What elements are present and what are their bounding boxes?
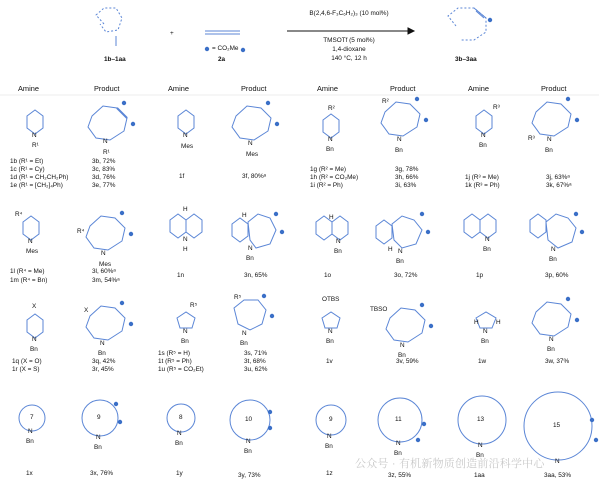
ring-size-9: 9 — [97, 414, 101, 421]
atom-bn: Bn — [326, 338, 334, 345]
amine-pyrrolidine-1v — [322, 312, 340, 328]
atom-n: N — [32, 132, 37, 139]
product-3k: 3k, 67%ᵃ — [546, 182, 572, 189]
atom-mes: Mes — [246, 151, 259, 158]
product-3t: 3t, 68% — [244, 358, 266, 365]
atom-r2: R² — [328, 105, 335, 112]
amine-1m: 1m (R⁴ = Bn) — [10, 277, 48, 284]
amine-1k: 1k (R³ = Ph) — [465, 182, 500, 189]
reagent-label: 1b–1aa — [104, 56, 126, 63]
amine-1v: 1v — [326, 358, 333, 365]
product-label: 3b–3aa — [455, 56, 477, 63]
atom-bn: Bn — [26, 438, 34, 445]
header-product-3: Product — [390, 84, 416, 93]
amine-decahydroquinoline-1n — [170, 214, 202, 238]
atom-n: N — [328, 328, 333, 335]
amine-piperidine-1l — [23, 216, 39, 240]
product-azocine-3l — [86, 216, 125, 250]
atom-n: N — [242, 330, 247, 337]
atom-tbso: TBSO — [370, 306, 388, 313]
condition-solvent: 1,4-dioxane — [332, 46, 366, 53]
amine-1g: 1g (R² = Me) — [310, 166, 347, 173]
amine-1r: 1r (X = S) — [12, 366, 40, 373]
atom-n: N — [103, 138, 108, 145]
atom-bn: Bn — [98, 350, 106, 357]
atom-mes: Mes — [99, 261, 112, 268]
atom-n: N — [481, 132, 486, 139]
product-3l: 3l, 60%ᵃ — [92, 268, 116, 275]
amine-piperidine-1b — [27, 110, 43, 134]
header-product-4: Product — [541, 84, 567, 93]
product-3p: 3p, 60% — [545, 272, 569, 279]
ring-size-8: 8 — [179, 414, 183, 421]
ring-size-13: 13 — [477, 416, 485, 423]
atom-x: X — [84, 307, 89, 314]
header-amine-3: Amine — [317, 84, 338, 93]
atom-bn: Bn — [395, 147, 403, 154]
product-3w: 3w, 37% — [545, 358, 570, 365]
amine-1c: 1c (R¹ = Cy) — [10, 166, 45, 173]
atom-r5: R⁵ — [234, 294, 242, 301]
atom-bn: Bn — [94, 444, 102, 451]
atom-n: N — [396, 440, 401, 447]
product-3s — [234, 300, 266, 330]
atom-r3: R³ — [528, 135, 535, 142]
product-3aa: 3aa, 53% — [544, 472, 572, 479]
amine-1y: 1y — [176, 470, 183, 477]
atom-n: N — [555, 458, 560, 465]
atom-h: H — [496, 319, 501, 326]
amine-1o: 1o — [324, 272, 332, 279]
atom-n: N — [100, 340, 105, 347]
product-3s: 3s, 71% — [244, 350, 268, 357]
atom-bn: Bn — [181, 338, 189, 345]
product-azocine-3b — [88, 106, 127, 140]
header-amine-2: Amine — [168, 84, 189, 93]
amine-tetrahydroisoquinoline-1p — [464, 214, 496, 238]
product-3c: 3c, 83% — [92, 166, 116, 173]
amine-1l: 1l (R⁴ = Me) — [10, 268, 45, 275]
amine-piperidine-1f — [178, 110, 194, 134]
ester-legend: = CO₂Me — [212, 45, 239, 52]
atom-bn: Bn — [244, 448, 252, 455]
product-3y: 3y, 73% — [238, 472, 261, 479]
product-3g: 3g, 78% — [395, 166, 419, 173]
atom-r1: R¹ — [32, 142, 39, 149]
atom-bn: Bn — [479, 142, 487, 149]
atom-h: H — [474, 319, 479, 326]
product-azocine-3g — [381, 102, 420, 136]
amine-1z: 1z — [326, 470, 333, 477]
atom-n: N — [485, 236, 490, 243]
atom-bn: Bn — [325, 443, 333, 450]
atom-n: N — [183, 328, 188, 335]
product-3d: 3d, 76% — [92, 174, 116, 181]
amine-bicyclic-1w — [476, 312, 496, 328]
atom-mes: Mes — [26, 248, 39, 255]
amine-piperidine-1j — [476, 110, 492, 134]
atom-n: N — [101, 250, 106, 257]
amine-1j: 1j (R³ = Me) — [465, 174, 499, 181]
amine-1p: 1p — [476, 272, 484, 279]
atom-bn: Bn — [326, 146, 334, 153]
product-3i: 3i, 63% — [395, 182, 417, 189]
atom-r4: R⁴ — [77, 228, 85, 235]
atom-bn: Bn — [240, 340, 248, 347]
product-3z: 3z, 55% — [388, 472, 412, 479]
header-amine-1: Amine — [18, 84, 39, 93]
amine-1b: 1b (R¹ = Et) — [10, 158, 44, 165]
atom-r1: R¹ — [103, 149, 110, 156]
atom-bn: Bn — [398, 352, 406, 359]
atom-h: H — [329, 214, 334, 221]
atom-n: N — [551, 246, 556, 253]
condition-temp: 140 °C, 12 h — [331, 55, 367, 62]
atom-n: N — [246, 438, 251, 445]
atom-bn: Bn — [547, 346, 555, 353]
product-3h: 3h, 66% — [395, 174, 419, 181]
atom-n: N — [328, 136, 333, 143]
amine-1d: 1d (R¹ = CH₂CH₂Ph) — [10, 174, 69, 181]
amine-1q: 1q (X = O) — [12, 358, 42, 365]
atom-h: H — [242, 212, 247, 219]
amine-1s: 1s (R⁵ = H) — [158, 350, 190, 357]
amine-piperidine-1g — [323, 114, 339, 138]
product-3n: 3n, 65% — [244, 272, 268, 279]
product-3m: 3m, 54%ᵃ — [92, 277, 120, 284]
product-3n — [232, 214, 276, 248]
amine-1h: 1h (R² = CO₂Me) — [310, 174, 359, 181]
condition-catalyst: B(2,4,6-F₃C₆H₂)₃ (10 mol%) — [309, 10, 389, 17]
product-3f: 3f, 80%ᵃ — [242, 173, 267, 180]
product-3j: 3j, 63%ᵃ — [546, 174, 570, 181]
atom-n: N — [32, 336, 37, 343]
atom-r5: R⁵ — [190, 302, 198, 309]
atom-bn: Bn — [396, 258, 404, 265]
ring-size-11: 11 — [395, 416, 402, 423]
product-3q: 3q, 42% — [92, 358, 116, 365]
atom-n: N — [478, 442, 483, 449]
atom-n: N — [397, 136, 402, 143]
atom-bn: Bn — [483, 246, 491, 253]
atom-n: N — [483, 328, 488, 335]
header-amine-4: Amine — [468, 84, 489, 93]
product-3e: 3e, 77% — [92, 182, 116, 189]
atom-h: H — [183, 246, 188, 253]
atom-otbs: OTBS — [322, 296, 340, 303]
product-3p — [530, 214, 576, 248]
ring-size-15: 15 — [553, 422, 561, 429]
atom-n: N — [248, 245, 253, 252]
product-3v: 3v, 59% — [396, 358, 419, 365]
product-3w — [532, 302, 571, 336]
atom-x: X — [32, 303, 37, 310]
product-3u: 3u, 62% — [244, 366, 268, 373]
amine-1u: 1u (R⁵ = CO₂Et) — [158, 366, 204, 373]
amine-1aa: 1aa — [474, 472, 485, 479]
product-3v — [386, 308, 425, 342]
atom-n: N — [336, 238, 341, 245]
atom-r3: R³ — [493, 104, 500, 111]
atom-bn: Bn — [476, 452, 484, 459]
atom-n: N — [183, 236, 188, 243]
atom-bn: Bn — [30, 346, 38, 353]
amine-1x: 1x — [26, 470, 33, 477]
product-3r: 3r, 45% — [92, 366, 114, 373]
amine-1e: 1e (R¹ = [CH₂]₄Ph) — [10, 182, 63, 189]
atom-h: H — [388, 246, 393, 253]
atom-n: N — [96, 434, 101, 441]
amine-pyrrolidine-1s — [177, 312, 195, 328]
amine-1n: 1n — [177, 272, 185, 279]
amine-1f: 1f — [179, 173, 185, 180]
atom-n: N — [549, 336, 554, 343]
product-3b: 3b, 72% — [92, 158, 116, 165]
atom-bn: Bn — [394, 450, 402, 457]
header-product-2: Product — [241, 84, 267, 93]
atom-n: N — [28, 428, 33, 435]
amine-1w: 1w — [478, 358, 487, 365]
atom-n: N — [248, 140, 253, 147]
condition-additive: TMSOTf (5 mol%) — [323, 37, 375, 44]
atom-n: N — [400, 342, 405, 349]
atom-h: H — [183, 206, 188, 213]
atom-r2: R² — [382, 98, 389, 105]
atom-n: N — [177, 430, 182, 437]
atom-r4: R⁴ — [15, 211, 23, 218]
watermark: 公众号 · 有机新物质创造前沿科学中心 — [355, 458, 545, 470]
atom-bn: Bn — [481, 338, 489, 345]
atom-n: N — [28, 238, 33, 245]
atom-mes: Mes — [181, 143, 194, 150]
ester-label: 2a — [218, 56, 226, 63]
ring-size-10: 10 — [245, 416, 253, 423]
header-product-1: Product — [94, 84, 120, 93]
atom-bn: Bn — [549, 256, 557, 263]
product-azocine-3f — [232, 106, 271, 140]
atom-bn: Bn — [545, 147, 553, 154]
atom-bn: Bn — [334, 248, 342, 255]
amine-morpholine-1q — [27, 314, 43, 338]
atom-n: N — [183, 132, 188, 139]
atom-bn: Bn — [246, 255, 254, 262]
product-3x: 3x, 76% — [90, 470, 114, 477]
amine-1i: 1i (R² = Ph) — [310, 182, 343, 189]
atom-n: N — [398, 248, 403, 255]
product-azocine-3j — [532, 102, 571, 136]
product-3o — [376, 216, 422, 248]
atom-bn: Bn — [175, 440, 183, 447]
scheme-ester-legend-dot — [205, 47, 209, 51]
product-3q — [86, 306, 125, 340]
atom-n: N — [547, 136, 552, 143]
plus-sign: + — [170, 30, 174, 37]
ring-size-9: 9 — [329, 416, 333, 423]
ring-size-7: 7 — [30, 414, 34, 421]
product-3o: 3o, 72% — [394, 272, 418, 279]
amine-1t: 1t (R⁵ = Ph) — [158, 358, 192, 365]
atom-n: N — [327, 433, 332, 440]
